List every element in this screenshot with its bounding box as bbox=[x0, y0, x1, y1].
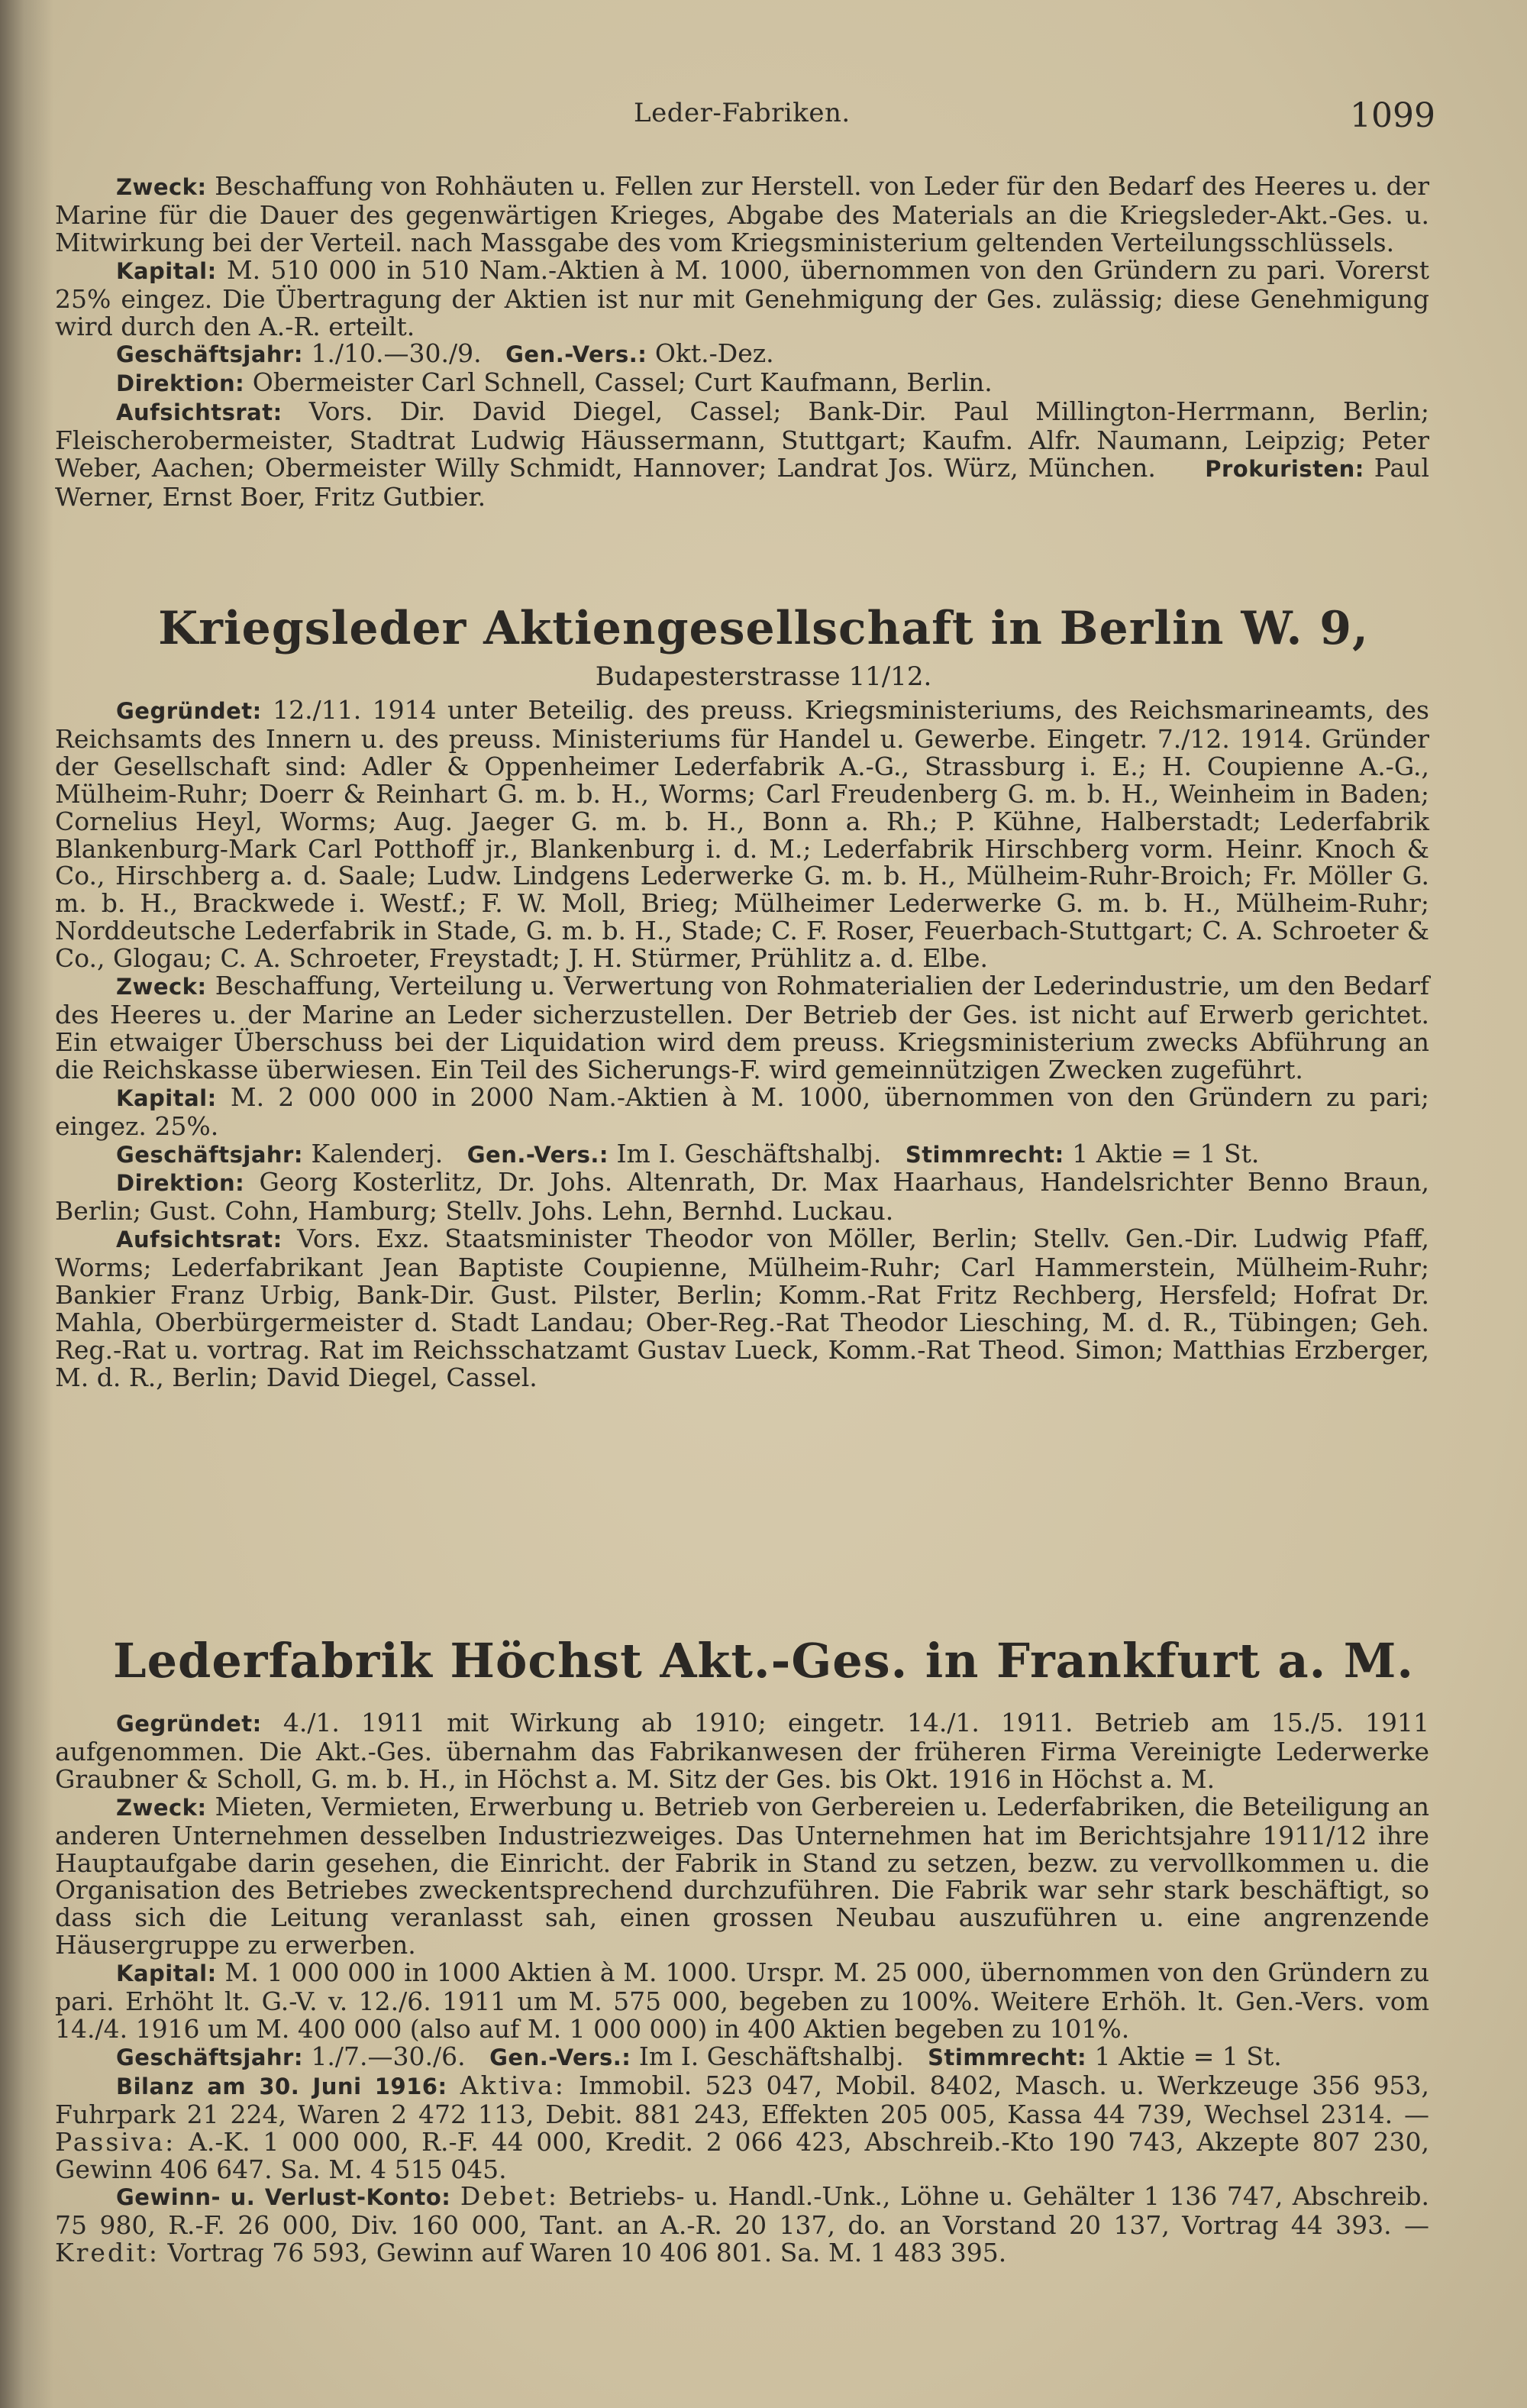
kriegsleder-gegruendet bbox=[55, 697, 1429, 972]
passiva-label: Passiva: bbox=[55, 2126, 176, 2157]
text: M. 510 000 in 510 Nam.-Aktien à M. 1000, übernommen von den Gründern zu pari. Vorerst 25% eingez. Die Übertragung der Aktien ist nur mit Genehmigung der Ges. zulässig; diese Genehmigung wird durch den A.-R. erteilt. bbox=[55, 254, 1429, 341]
label: Direktion: bbox=[116, 370, 245, 397]
label: Gen.-Vers.: bbox=[489, 2044, 631, 2070]
text: 12./11. 1914 unter Beteilig. des preuss. Kriegsministeriums, des Reichsmarineamts, des Reichsamts des Innern u. des preuss. Ministeriums für Handel u. Gewerbe. Eingetr. 7./12. 1914. Gründer der Gesellschaft sind: Adler & Oppenheimer Lederfabrik A.-G., Strassburg i. E.; H. Coupienne A.-G., Mülheim-Ruhr; Doerr & Reinhart G. m. b. H., Worms; Carl Freudenberg G. m. b. H., Weinheim in Baden; Cornelius Heyl, Worms; Aug. Jaeger G. m. b. H., Bonn a. Rh.; P. Kühne, Halberstadt; Lederfabrik Blankenburg-Mark Carl Potthoff jr., Blankenburg i. d. M.; Lederfabrik Hirschberg vorm. Heinr. Knoch & Co., Hirschberg a. d. Saale; Ludw. Lindgens Lederwerke G. m. b. H., Mülheim-Ruhr-Broich; Fr. Möller G. m. b. H., Brackwede i. Westf.; F. W. Moll, Brieg; Mülheimer Lederwerke G. m. b. H., Mülheim-Ruhr; Norddeutsche Lederfabrik in Stade, G. m. b. H., Stade; C. F. Roser, Feuerbach-Stuttgart; C. A. Schroeter & Co., Glogau; C. A. Schroeter, Freystadt; J. H. Stürmer, Prühlitz a. d. Elbe. bbox=[55, 695, 1429, 974]
running-head: Leder-Fabriken. bbox=[634, 98, 851, 128]
page-number: 1099 bbox=[1350, 96, 1435, 135]
hoechst-kapital bbox=[55, 1959, 1429, 2043]
hoechst-bilanz bbox=[55, 2072, 1429, 2183]
text: Im I. Geschäftshalbj. bbox=[616, 1138, 882, 1168]
hoechst-title: Lederfabrik Höchst Akt.-Ges. in Frankfurt a. M. bbox=[112, 1633, 1415, 1689]
text: Kalenderj. bbox=[311, 1138, 444, 1168]
label: Kapital: bbox=[116, 257, 217, 284]
text: Vors. Dir. David Diegel, Cassel; Bank-Dir. Paul Millington-Herrmann, Berlin; Fleischerobermeister, Stadtrat Ludwig Häussermann, Stuttgart; Kaufm. Alfr. Naumann, Leipzig; Peter Weber, Aachen; Obermeister Willy Schmidt, Hannover; Landrat Jos. Würz, München. bbox=[55, 396, 1430, 483]
intro-geschaeftsjahr bbox=[55, 340, 1429, 369]
text: Obermeister Carl Schnell, Cassel; Curt Kaufmann, Berlin. bbox=[252, 367, 993, 398]
text: Beschaffung von Rohhäuten u. Fellen zur Herstell. von Leder für den Bedarf des Heeres u. der Marine für die Dauer des gegenwärtigen Krieges, Abgabe des Materials an die Kriegsleder-Akt.-Ges. u. Mitwirkung bei der Verteil. nach Massgabe des vom Kriegsministerium geltenden Verteilungsschlüssels. bbox=[55, 171, 1429, 257]
intro-direktion bbox=[55, 369, 1429, 398]
label: Aufsichtsrat: bbox=[116, 399, 282, 426]
label: Stimmrecht: bbox=[905, 1141, 1064, 1168]
hoechst-section bbox=[55, 1709, 1429, 2267]
kriegsleder-geschaeftsjahr bbox=[55, 1140, 1429, 1169]
label: Stimmrecht: bbox=[928, 2044, 1087, 2070]
text: Mieten, Vermieten, Erwerbung u. Betrieb von Gerbereien u. Lederfabriken, die Beteiligung an anderen Unternehmen desselben Industriezweiges. Das Unternehmen hat im Berichtsjahre 1911/12 ihre Hauptaufgabe darin gesehen, die Einricht. der Fabrik in Stand zu setzen, bezw. zu vervollkommen u. die Organisation des Betriebes zweckentsprechend durchzuführen. Die Fabrik war sehr stark beschäftigt, so dass sich die Leitung veranlasst sah, einen grossen Neubau auszuführen u. eine angrenzende Häusergruppe zu erwerben. bbox=[55, 1791, 1429, 1960]
text: Beschaffung, Verteilung u. Verwertung von Rohmaterialien der Lederindustrie, um den Bedarf des Heeres u. der Marine an Leder sicherzustellen. Der Betrieb der Ges. ist nicht auf Erwerb gerichtet. Ein etwaiger Überschuss bei der Liquidation wird dem preuss. Kriegsministerium zwecks Abführung an die Reichskasse überwiesen. Ein Teil des Sicherungs-F. wird gemeinnützigen Zwecken zugeführt. bbox=[55, 971, 1429, 1084]
intro-zweck bbox=[55, 173, 1429, 257]
kriegsleder-kapital bbox=[55, 1081, 1429, 1141]
label: Direktion: bbox=[116, 1170, 245, 1197]
label: Aufsichtsrat: bbox=[116, 1227, 282, 1253]
text: 1./7.—30./6. bbox=[311, 2041, 466, 2071]
label: Gegründet: bbox=[116, 698, 262, 724]
label: Gen.-Vers.: bbox=[505, 341, 647, 368]
text: M. 1 000 000 in 1000 Aktien à M. 1000. Urspr. M. 25 000, übernommen von den Gründern zu pari. Erhöht lt. G.-V. v. 12./6. 1911 um M. 575 000, begeben zu 100%. Weitere Erhöh. lt. Gen.-Vers. vom 14./4. 1916 um M. 400 000 (also auf M. 1 000 000) in 400 Aktien begeben zu 101%. bbox=[55, 1957, 1429, 2044]
label: Gewinn- u. Verlust-Konto: bbox=[116, 2184, 451, 2211]
text: Vortrag 76 593, Gewinn auf Waren 10 406 801. Sa. M. 1 483 395. bbox=[167, 2238, 1007, 2268]
label: Gegründet: bbox=[116, 1711, 262, 1737]
kriegsleder-section bbox=[55, 697, 1429, 1391]
kriegsleder-direktion bbox=[55, 1168, 1429, 1225]
text: 1 Aktie = 1 St. bbox=[1072, 1138, 1260, 1168]
kriegsleder-zweck bbox=[55, 972, 1429, 1084]
text: A.-K. 1 000 000, R.-F. 44 000, Kredit. 2 066 423, Abschreib.-Kto 190 743, Akzepte 807 230, Gewinn 406 647. Sa. M. 4 515 045. bbox=[55, 2126, 1429, 2184]
label: Kapital: bbox=[116, 1084, 217, 1111]
kriegsleder-title: Kriegsleder Aktiengesellschaft in Berlin W. 9, bbox=[158, 602, 1369, 655]
label: Kapital: bbox=[116, 1960, 217, 1987]
hoechst-guv bbox=[55, 2183, 1429, 2267]
hoechst-geschaeftsjahr bbox=[55, 2043, 1429, 2072]
page-gutter-shadow bbox=[0, 0, 53, 2408]
label: Bilanz am 30. Juni 1916: bbox=[116, 2073, 447, 2099]
hoechst-gegruendet bbox=[55, 1709, 1429, 1793]
text: M. 2 000 000 in 2000 Nam.-Aktien à M. 1000, übernommen von den Gründern zu pari; eingez. 25%. bbox=[55, 1081, 1429, 1141]
text: Okt.-Dez. bbox=[654, 338, 774, 369]
intro-aufsichtsrat bbox=[55, 398, 1429, 511]
text: 1 Aktie = 1 St. bbox=[1094, 2041, 1282, 2071]
text: Im I. Geschäftshalbj. bbox=[638, 2041, 904, 2071]
label: Zweck: bbox=[116, 974, 207, 1000]
label: Geschäftsjahr: bbox=[116, 1141, 303, 1168]
label: Gen.-Vers.: bbox=[466, 1141, 609, 1168]
intro-section bbox=[55, 173, 1429, 511]
text: Georg Kosterlitz, Dr. Johs. Altenrath, Dr. Max Haarhaus, Handelsrichter Benno Braun, Berlin; Gust. Cohn, Hamburg; Stellv. Johs. Lehn, Bernhd. Luckau. bbox=[55, 1167, 1430, 1227]
text: 1./10.—30./9. bbox=[311, 338, 482, 369]
text: Paul Werner, Ernst Boer, Fritz Gutbier. bbox=[55, 453, 1430, 512]
text: Vors. Exz. Staatsminister Theodor von Möller, Berlin; Stellv. Gen.-Dir. Ludwig Pfaff, Worms; Lederfabrikant Jean Baptiste Coupienne, Mülheim-Ruhr; Carl Hammerstein, Mülheim-Ruhr; Bankier Franz Urbig, Bank-Dir. Gust. Pilster, Berlin; Komm.-Rat Fritz Rechberg, Hersfeld; Hofrat Dr. Mahla, Oberbürgermeister d. Stadt Landau; Ober-Reg.-Rat Theodor Liesching, M. d. R., Tübingen; Geh. Reg.-Rat u. vortrag. Rat im Reichsschatzamt Gustav Lueck, Komm.-Rat Theod. Simon; Matthias Erzberger, M. d. R., Berlin; David Diegel, Cassel. bbox=[55, 1223, 1429, 1392]
kriegsleder-aufsichtsrat bbox=[55, 1225, 1429, 1391]
text: Immobil. 523 047, Mobil. 8402, Masch. u. Werkzeuge 356 953, Fuhrpark 21 224, Waren 2 472 113, Debit. 881 243, Effekten 205 005, Kassa 44 739, Wechsel 2314. — bbox=[55, 2070, 1429, 2129]
kriegsleder-address: Budapesterstrasse 11/12. bbox=[595, 661, 932, 692]
text: 4./1. 1911 mit Wirkung ab 1910; eingetr. 14./1. 1911. Betrieb am 15./5. 1911 aufgenommen. Die Akt.-Ges. übernahm das Fabrikanwesen der früheren Firma Vereinigte Lederwerke Graubner & Scholl, G. m. b. H., in Höchst a. M. Sitz der Ges. bis Okt. 1916 in Höchst a. M. bbox=[55, 1708, 1429, 1794]
label: Geschäftsjahr: bbox=[116, 2044, 303, 2070]
label: Zweck: bbox=[116, 1794, 207, 1821]
kredit-label: Kredit: bbox=[55, 2238, 160, 2268]
label: Prokuristen: bbox=[1205, 456, 1364, 483]
aktiva-label: Aktiva: bbox=[460, 2070, 566, 2100]
label: Geschäftsjahr: bbox=[116, 341, 303, 368]
text: Betriebs- u. Handl.-Unk., Löhne u. Gehälter 1 136 747, Abschreib. 75 980, R.-F. 26 000, Div. 160 000, Tant. an A.-R. 20 137, do. an Vorstand 20 137, Vortrag 44 393. — bbox=[55, 2181, 1429, 2241]
label: Zweck: bbox=[116, 174, 207, 200]
hoechst-zweck bbox=[55, 1793, 1429, 1959]
debet-label: Debet: bbox=[460, 2181, 559, 2212]
intro-kapital bbox=[55, 254, 1429, 341]
